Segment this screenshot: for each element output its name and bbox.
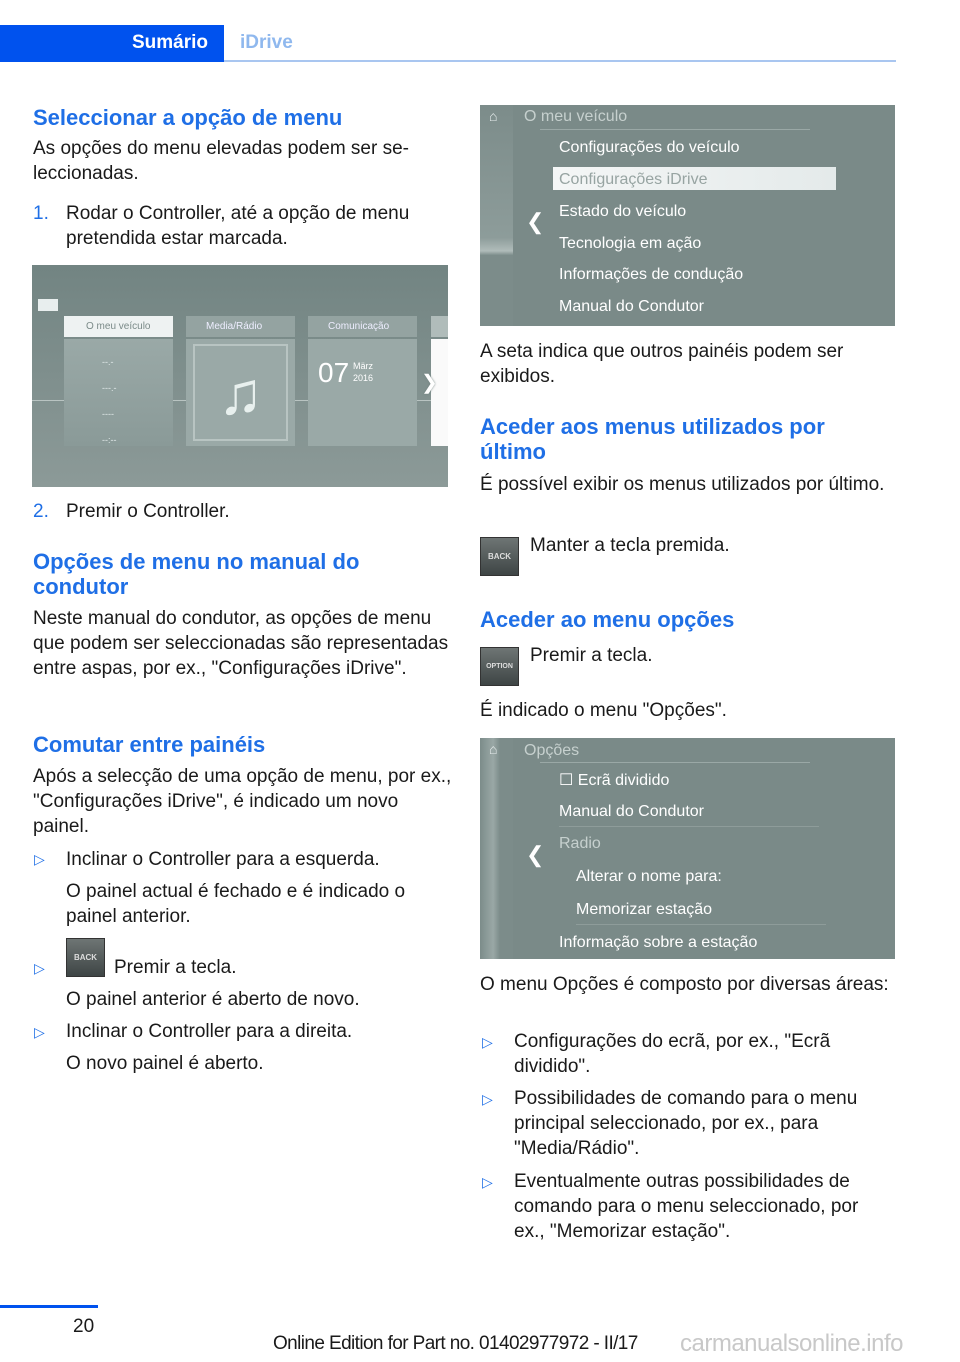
- menu-item[interactable]: Informações de condução: [559, 266, 744, 283]
- bullet-text: Inclinar o Controller para a direita.: [66, 1021, 353, 1042]
- edition-text: Online Edition for Part no. 01402977972 - II/17: [273, 1333, 638, 1354]
- header-divider: [224, 60, 896, 62]
- bullet-triangle-icon: ▷: [34, 960, 45, 976]
- screenshot-main-menu: [32, 265, 448, 487]
- menu-item[interactable]: Configurações do veículo: [559, 139, 740, 156]
- heading-last-used-menus: Aceder aos menus utilizados por último: [480, 414, 825, 464]
- footer-divider: [0, 1305, 98, 1308]
- screenshot-options-menu: [480, 738, 895, 959]
- home-icon: ⌂: [489, 741, 498, 757]
- watermark: carmanualsonline.info: [680, 1330, 903, 1357]
- chevron-right-icon: ❯: [421, 372, 438, 394]
- bullet-subtext: O painel actual é fechado e é indicado o painel anterior.: [66, 881, 406, 927]
- paragraph: Premir a tecla.: [530, 645, 653, 666]
- distance-value: ----: [102, 409, 114, 419]
- step-number: 2.: [33, 501, 49, 522]
- bullet-triangle-icon: ▷: [482, 1034, 493, 1050]
- menu-section-radio: Radio: [559, 835, 601, 852]
- paragraph: O menu Opções é composto por diversas áreas:: [480, 974, 889, 995]
- tile-media: Media/Rádio: [186, 316, 295, 337]
- heading-menu-options-manual: Opções de menu no manual do condutor: [33, 549, 360, 599]
- paragraph: Manter a tecla premida.: [530, 535, 730, 556]
- back-key-icon: BACK: [480, 537, 519, 576]
- home-icon: ⌂: [489, 108, 498, 124]
- bullet-text: Possibilidades de comando para o menu principal seleccionado, por ex., para "Media/Rádio".: [514, 1088, 858, 1159]
- date-month: März: [353, 361, 373, 371]
- paragraph: É possível exibir os menus utilizados por último.: [480, 474, 885, 495]
- paragraph: Neste manual do condutor, as opções de menu que podem ser seleccionadas são representadas entre aspas, por ex., "Configurações iDrive".: [33, 608, 449, 679]
- menu-item[interactable]: Manual do Condutor: [559, 298, 704, 315]
- tab-sumario[interactable]: Sumário: [0, 25, 224, 62]
- paragraph: A seta indica que outros painéis podem ser exibidos.: [480, 341, 844, 387]
- step-text: Premir o Controller.: [66, 501, 230, 522]
- bullet-triangle-icon: ▷: [34, 851, 45, 867]
- back-key-icon: BACK: [66, 938, 105, 977]
- menu-item[interactable]: Memorizar estação: [576, 901, 713, 918]
- bullet-text: Eventualmente outras possibilidades de comando para o menu seleccionado, por ex., "Memorizar estação".: [514, 1171, 859, 1242]
- tile-my-vehicle: O meu veículo: [64, 316, 173, 337]
- menu-item[interactable]: Alterar o nome para:: [576, 868, 722, 885]
- bullet-subtext: O painel anterior é aberto de novo.: [66, 989, 360, 1010]
- bullet-triangle-icon: ▷: [34, 1024, 45, 1040]
- screenshot-my-vehicle-menu: [480, 105, 895, 326]
- heading-switch-panels: Comutar entre painéis: [33, 732, 266, 757]
- paragraph: É indicado o menu "Opções".: [480, 700, 727, 721]
- date-day: 07: [318, 357, 350, 388]
- bullet-text: Inclinar o Controller para a esquerda.: [66, 849, 380, 870]
- step-number: 1.: [33, 203, 49, 224]
- menu-item[interactable]: Tecnologia em ação: [559, 235, 702, 252]
- bullet-subtext: O novo painel é aberto.: [66, 1053, 264, 1074]
- heading-options-menu: Aceder ao menu opções: [480, 607, 735, 632]
- date-year: 2016: [353, 373, 374, 383]
- option-key-icon: OPTION: [480, 647, 519, 686]
- bullet-text: Configurações do ecrã, por ex., "Ecrã dividido".: [514, 1031, 831, 1077]
- menu-title: Opções: [524, 742, 580, 759]
- menu-item[interactable]: Estado do veículo: [559, 203, 687, 220]
- menu-item[interactable]: Informação sobre a estação: [559, 934, 758, 951]
- bullet-text: Premir a tecla.: [114, 957, 237, 978]
- page-number: 20: [73, 1316, 95, 1337]
- paragraph: As opções do menu elevadas podem ser seleccionadas.: [33, 138, 409, 184]
- music-note-icon: ♫: [193, 344, 288, 441]
- menu-item[interactable]: Manual do Condutor: [559, 803, 704, 820]
- menu-item-selected[interactable]: Configurações iDrive: [559, 171, 708, 188]
- range-value: ---.-: [102, 383, 117, 393]
- chevron-left-icon: ❮: [526, 842, 545, 867]
- tile-communication: Comunicação: [308, 316, 417, 337]
- time-value: --:--: [102, 435, 117, 445]
- menu-title: O meu veículo: [524, 108, 628, 125]
- bullet-triangle-icon: ▷: [482, 1174, 493, 1190]
- heading-select-option: Seleccionar a opção de menu: [33, 105, 343, 130]
- paragraph: Após a selecção de uma opção de menu, por ex., "Configurações iDrive", é indicado um novo painel.: [33, 766, 452, 837]
- tab-idrive[interactable]: iDrive: [240, 32, 293, 53]
- bullet-triangle-icon: ▷: [482, 1091, 493, 1107]
- chevron-left-icon: ❮: [526, 209, 545, 234]
- fuel-value: --.-: [102, 357, 114, 367]
- step-text: Rodar o Controller, até a opção de menu pretendida estar marcada.: [66, 203, 410, 249]
- menu-item-split-screen[interactable]: ☐ Ecrã dividido: [559, 772, 670, 789]
- split-screen-icon: [38, 299, 58, 311]
